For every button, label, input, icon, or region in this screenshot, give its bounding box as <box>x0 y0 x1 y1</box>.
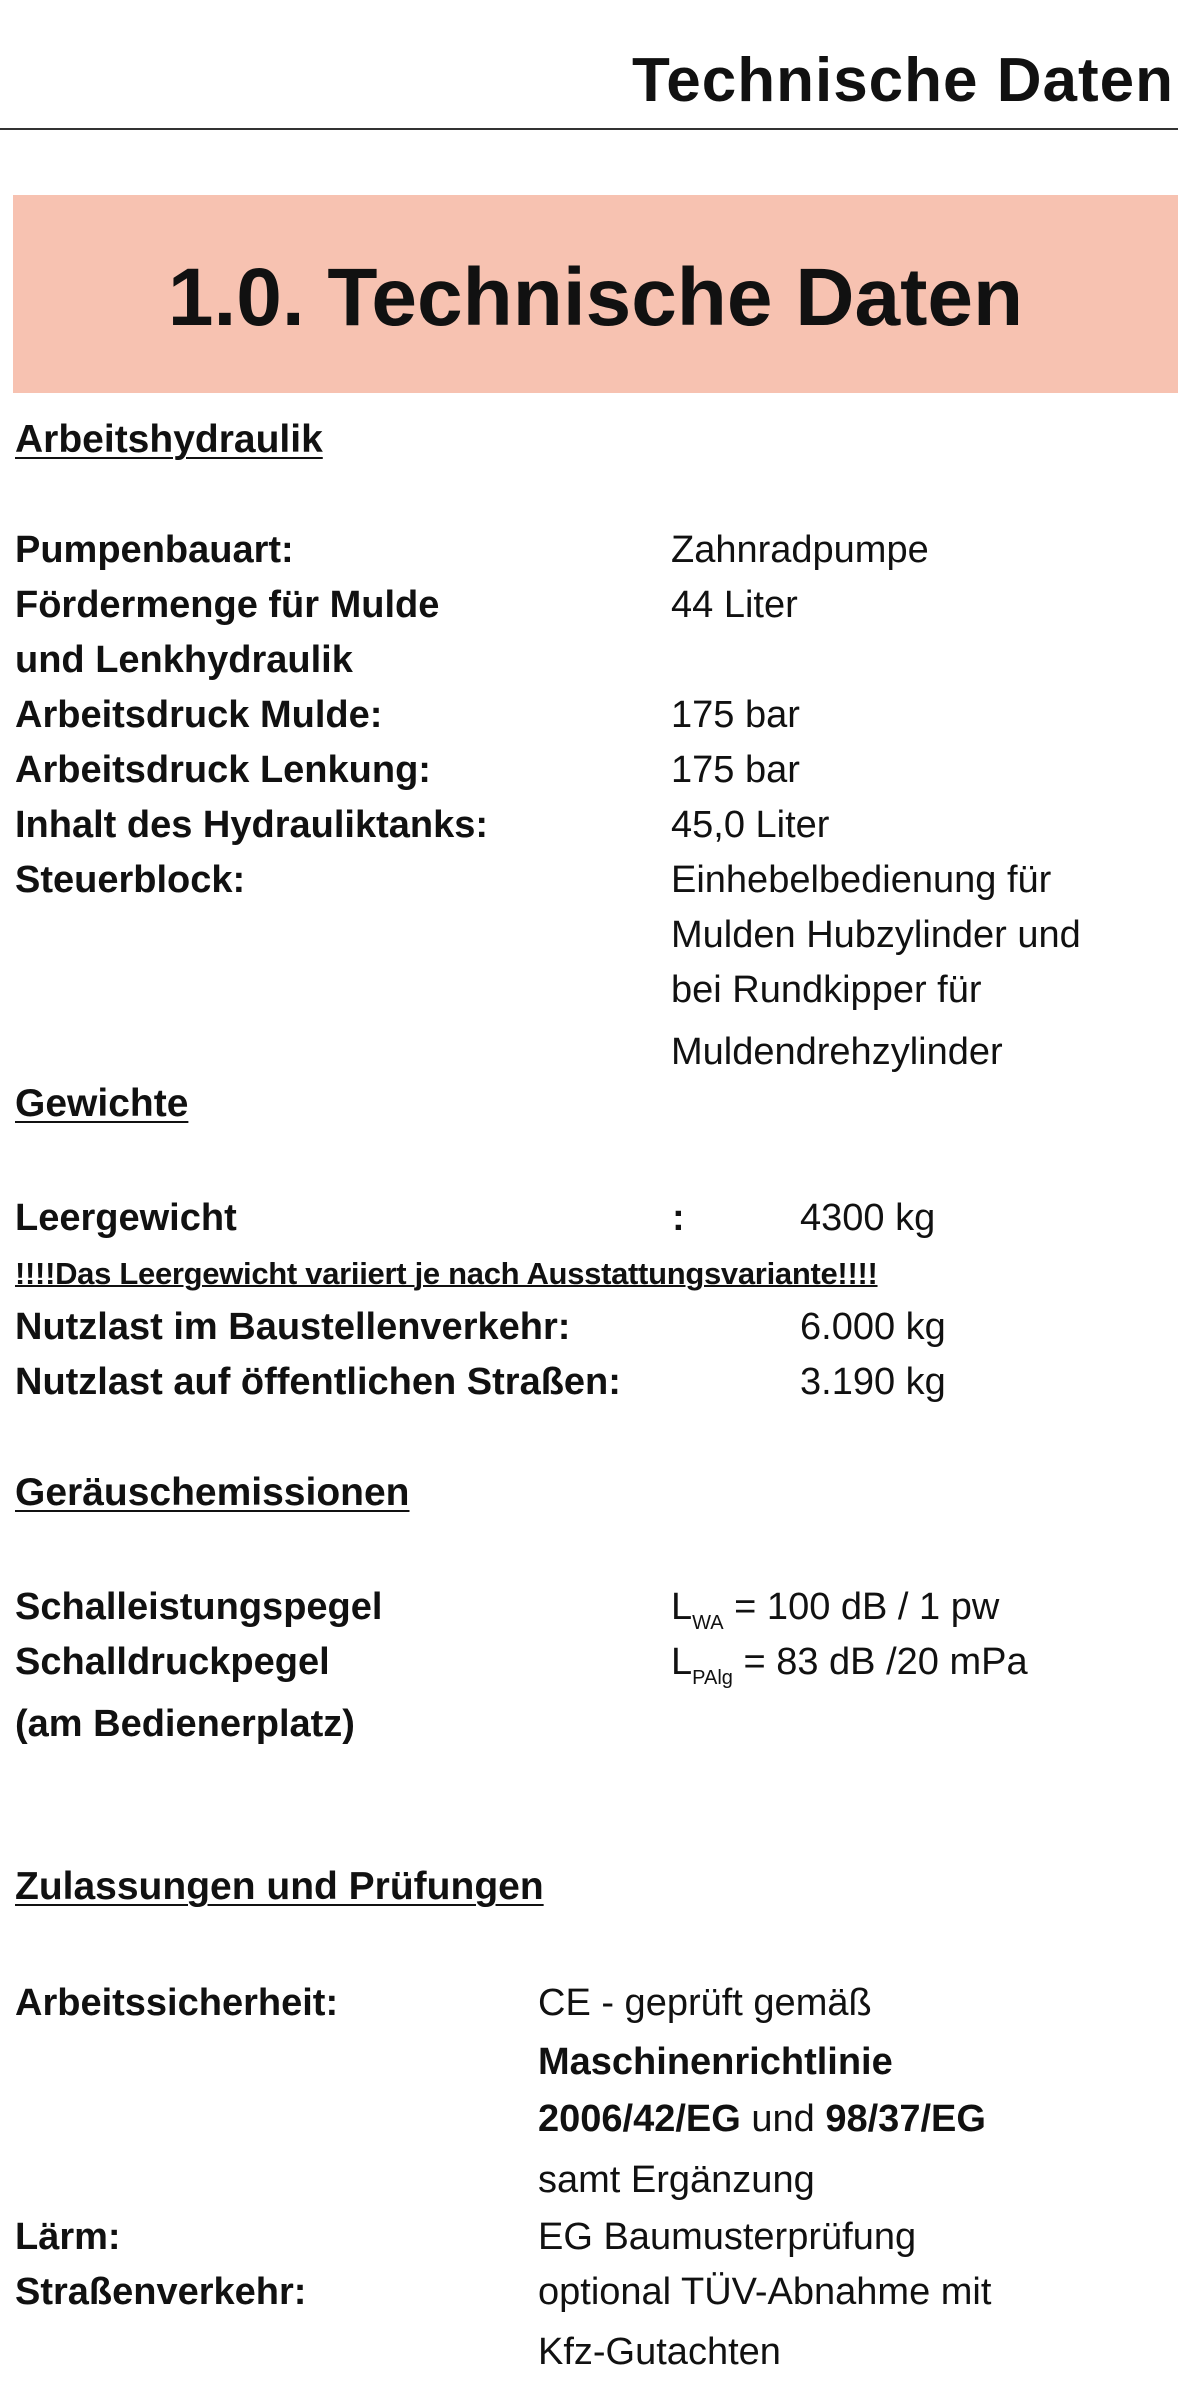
value-pumpenbauart: Zahnradpumpe <box>671 529 929 571</box>
label-druck-lenkung: Arbeitsdruck Lenkung: <box>15 749 431 791</box>
value-arbeitssicherheit-1: CE - geprüft gemäß <box>538 1982 872 2024</box>
label-foerdermenge: Fördermenge für Mulde <box>15 584 440 626</box>
schallleistung-symbol: L <box>671 1586 693 1628</box>
value-tank: 45,0 Liter <box>671 804 830 846</box>
label-schallleistung: Schalleistungspegel <box>15 1586 383 1628</box>
value-steuerblock-2: Mulden Hubzylinder und <box>671 914 1081 956</box>
label-steuerblock: Steuerblock: <box>15 859 246 901</box>
label-pumpenbauart: Pumpenbauart: <box>15 529 294 571</box>
value-druck-lenkung: 175 bar <box>671 749 800 791</box>
banner-title: 1.0. Technische Daten <box>167 252 1024 343</box>
value-arbeitssicherheit-4: samt Ergänzung <box>538 2159 815 2201</box>
value-leergewicht: 4300 kg <box>800 1197 936 1239</box>
label-arbeitssicherheit: Arbeitssicherheit: <box>15 1982 339 2024</box>
label-nutzlast-baustelle: Nutzlast im Baustellenverkehr: <box>15 1306 571 1348</box>
value-druck-mulde: 175 bar <box>671 694 800 736</box>
value-steuerblock-3: bei Rundkipper für <box>671 969 982 1011</box>
warning-leergewicht: !!!!Das Leergewicht variiert je nach Ausstattungsvariante!!!! <box>15 1256 878 1291</box>
label-druck-mulde: Arbeitsdruck Mulde: <box>15 694 383 736</box>
page-header-title: Technische Daten <box>631 46 1174 115</box>
schalldruck-subscript: PAlg <box>692 1667 733 1689</box>
label-bedienerplatz: (am Bedienerplatz) <box>15 1703 355 1745</box>
value-strassenverkehr-2: Kfz-Gutachten <box>538 2331 781 2373</box>
value-strassenverkehr-1: optional TÜV-Abnahme mit <box>538 2271 992 2313</box>
leergewicht-colon: : <box>672 1197 685 1239</box>
schallleistung-amount: = 100 dB / 1 pw <box>723 1586 1000 1628</box>
value-arbeitssicherheit-3 <box>538 2097 986 2141</box>
value-nutzlast-baustelle: 6.000 kg <box>800 1306 946 1348</box>
value-nutzlast-strasse: 3.190 kg <box>800 1361 946 1403</box>
heading-geraeuschemissionen: Geräuschemissionen <box>15 1471 410 1514</box>
label-foerdermenge-2: und Lenkhydraulik <box>15 639 353 681</box>
label-strassenverkehr: Straßenverkehr: <box>15 2271 307 2313</box>
heading-gewichte: Gewichte <box>15 1082 189 1125</box>
value-schallleistung <box>671 1585 999 1645</box>
label-laerm: Lärm: <box>15 2216 121 2258</box>
value-steuerblock-4: Muldendrehzylinder <box>671 1031 1003 1073</box>
value-laerm: EG Baumusterprüfung <box>538 2216 917 2258</box>
value-schalldruck <box>671 1640 1028 1700</box>
heading-zulassungen: Zulassungen und Prüfungen <box>15 1865 544 1908</box>
schallleistung-subscript: WA <box>692 1612 724 1634</box>
value-foerdermenge: 44 Liter <box>671 584 798 626</box>
label-nutzlast-strasse: Nutzlast auf öffentlichen Straßen: <box>15 1361 621 1403</box>
schalldruck-symbol: L <box>671 1641 693 1683</box>
heading-arbeitshydraulik: Arbeitshydraulik <box>15 418 323 461</box>
richtlinie-2006: 2006/42/EG <box>538 2098 741 2140</box>
header-divider <box>0 128 1178 130</box>
label-leergewicht: Leergewicht <box>15 1197 237 1239</box>
label-schalldruck: Schalldruckpegel <box>15 1641 330 1683</box>
schalldruck-amount: = 83 dB /20 mPa <box>732 1641 1028 1683</box>
value-arbeitssicherheit-2: Maschinenrichtlinie <box>538 2041 893 2083</box>
section-banner <box>13 195 1178 393</box>
value-steuerblock-1: Einhebelbedienung für <box>671 859 1052 901</box>
richtlinie-98: 98/37/EG <box>825 2098 986 2140</box>
label-tank: Inhalt des Hydrauliktanks: <box>15 804 489 846</box>
richtlinie-und: und <box>740 2098 826 2140</box>
